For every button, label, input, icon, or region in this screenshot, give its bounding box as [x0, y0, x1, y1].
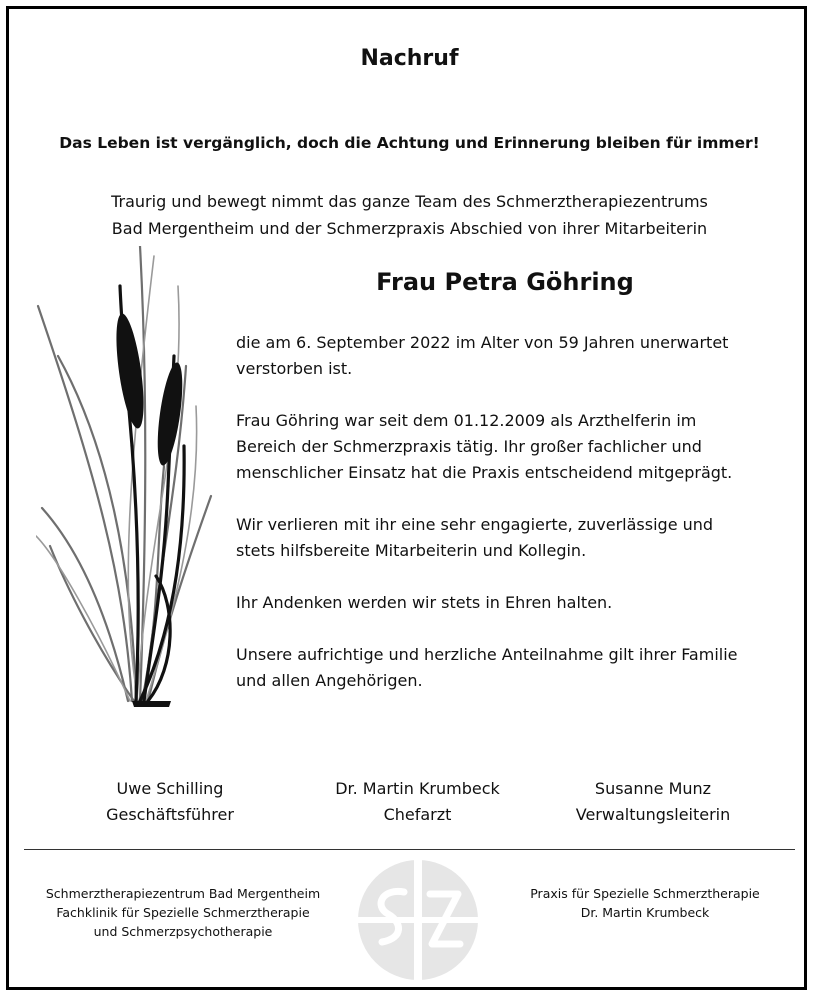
cattail-plant-illustration — [36, 246, 216, 711]
footer-line: und Schmerzpsychotherapie — [93, 924, 273, 939]
signatory-role: Geschäftsführer — [106, 805, 234, 824]
divider — [24, 849, 795, 850]
signatory-role: Verwaltungsleiterin — [575, 805, 731, 824]
deceased-name: Frau Petra Göhring — [376, 268, 634, 296]
footer-line: Praxis für Spezielle Schmerztherapie — [530, 886, 760, 901]
text-line: Frau Göhring war seit dem 01.12.2009 als Arzthelferin im — [236, 411, 697, 430]
paragraph — [236, 512, 796, 564]
text-line: menschlicher Einsatz hat die Praxis entscheidend mitgeprägt. — [236, 463, 733, 482]
footer-line: Dr. Martin Krumbeck — [580, 905, 710, 920]
text-line: Unsere aufrichtige und herzliche Anteilnahme gilt ihrer Familie — [236, 645, 738, 664]
footer-practice — [500, 884, 790, 922]
text-line: Bereich der Schmerzpraxis tätig. Ihr großer fachlicher und — [236, 437, 702, 456]
page-title: Nachruf — [360, 46, 459, 71]
text-line: Wir verlieren mit ihr eine sehr engagierte, zuverlässige und — [236, 515, 714, 534]
text-line: und allen Angehörigen. — [236, 671, 423, 690]
signatory-name: Uwe Schilling — [116, 779, 224, 798]
signatory-chief-physician — [310, 776, 525, 828]
footer-line: Fachklinik für Spezielle Schmerztherapie — [56, 905, 310, 920]
paragraph — [236, 330, 796, 382]
paragraph — [236, 408, 796, 486]
motto: Das Leben ist vergänglich, doch die Achtung und Erinnerung bleiben für immer! — [59, 134, 760, 152]
footer-line: Schmerztherapiezentrum Bad Mergentheim — [45, 886, 321, 901]
text-line: stets hilfsbereite Mitarbeiterin und Kollegin. — [236, 541, 587, 560]
signatory-managing-director — [85, 776, 255, 828]
intro-text — [0, 188, 819, 242]
intro-line: Bad Mergentheim und der Schmerzpraxis Abschied von ihrer Mitarbeiterin — [111, 219, 708, 238]
signatory-name: Dr. Martin Krumbeck — [335, 779, 500, 798]
intro-line: Traurig und bewegt nimmt das ganze Team des Schmerztherapiezentrums — [111, 192, 708, 211]
paragraph — [236, 642, 796, 694]
signatory-administration-head — [548, 776, 758, 828]
signatory-name: Susanne Munz — [594, 779, 712, 798]
obituary-body — [236, 330, 796, 720]
paragraph — [236, 590, 796, 616]
text-line: verstorben ist. — [236, 359, 353, 378]
signatory-role: Chefarzt — [383, 805, 452, 824]
stz-logo-watermark — [352, 858, 484, 982]
footer-clinic — [18, 884, 348, 941]
text-line: die am 6. September 2022 im Alter von 59 Jahren unerwartet — [236, 333, 729, 352]
text-line: Ihr Andenken werden wir stets in Ehren halten. — [236, 593, 613, 612]
